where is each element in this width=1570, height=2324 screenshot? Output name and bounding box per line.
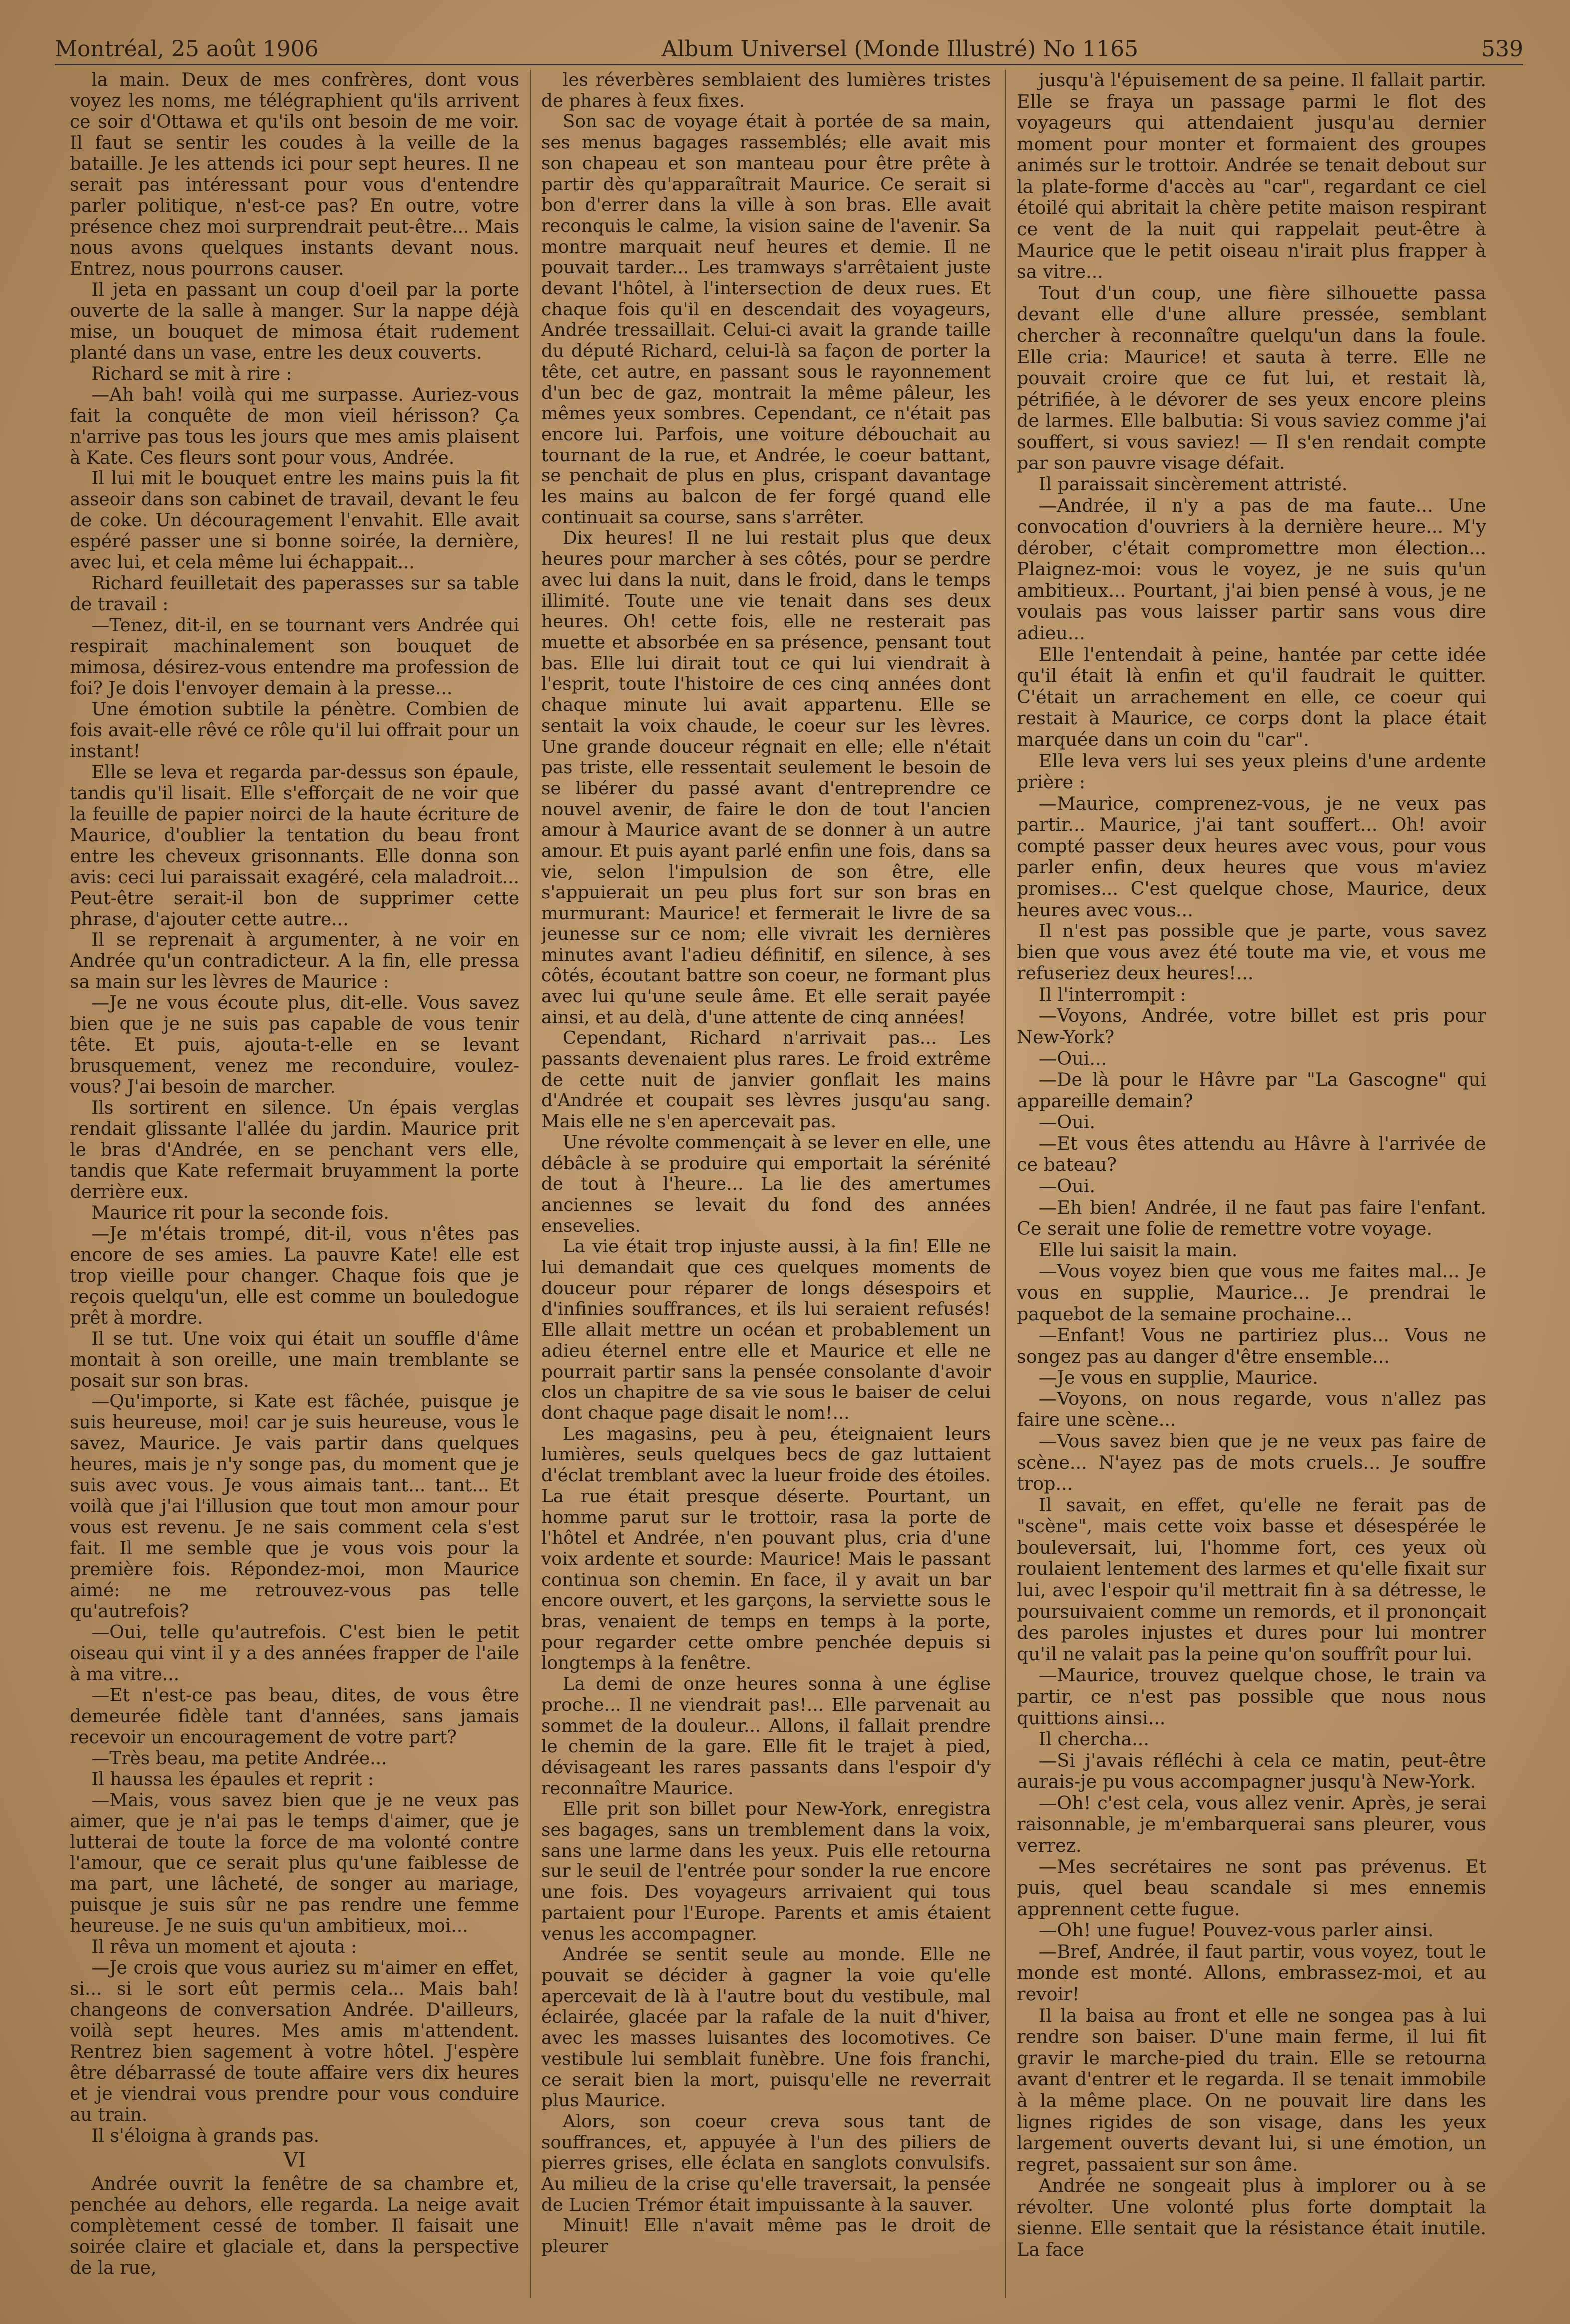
paragraph: Il n'est pas possible que je parte, vous savez bien que vous avez été toute ma vie, et vous me refuseriez deux heures!... bbox=[1017, 920, 1486, 984]
paragraph: —Enfant! Vous ne partiriez plus... Vous ne songez pas au danger d'être ensemble... bbox=[1017, 1324, 1486, 1367]
section-heading: VI bbox=[283, 2149, 306, 2172]
page-header bbox=[55, 22, 1523, 62]
paragraph: Andrée se sentit seule au monde. Elle ne pouvait se décider à gagner la voie qu'elle apercevait de là à l'autre bout du vestibule, mal éclairée, glacée par la rafale de la nuit d'hiver, avec les masses luisantes des locomotives. Ce vestibule lui semblait funèbre. Une fois franchi, ce serait bien la mort, puisqu'elle ne reverrait plus Maurice. bbox=[541, 1944, 991, 2111]
paragraph: —Et n'est-ce pas beau, dites, de vous être demeurée fidèle tant d'années, sans jamais recevoir un encouragement de votre part? bbox=[70, 1685, 519, 1748]
paragraph: Elle lui saisit la main. bbox=[1038, 1239, 1238, 1261]
paragraph: Minuit! Elle n'avait même pas le droit de pleurer bbox=[541, 2215, 991, 2257]
paragraph: —Je vous en supplie, Maurice. bbox=[1038, 1367, 1318, 1389]
paragraph: —Oh! une fugue! Pouvez-vous parler ainsi. bbox=[1038, 1919, 1434, 1941]
paragraph: Son sac de voyage était à portée de sa main, ses menus bagages rassemblés; elle avait mis son chapeau et son manteau pour être prête à partir dès qu'apparaîtrait Maurice. Ce serait si bon d'errer dans la ville à son bras. Elle avait reconquis le calme, la vision saine de l'avenir. Sa montre marquait neuf heures et demie. Il ne pouvait tarder... Les tramways s'arrêtaient juste devant l'hôtel, à l'intersection de deux rues. Et chaque fois qu'il en descendait des voyageurs, Andrée tressaillait. Celui-ci avait la grande taille du député Richard, celui-là sa façon de porter la tête, cet autre, en passant sous le rayonnement d'un bec de gaz, montrait la même pâleur, les mêmes yeux sombres. Cependant, ce n'était pas encore lui. Parfois, une voiture débouchait au tournant de la rue, et Andrée, le coeur battant, se penchait de plus en plus, crispant davantage les mains au balcon de fer forgé quand elle continuait sa course, sans s'arrêter. bbox=[541, 111, 991, 528]
paragraph: —Oui... bbox=[1038, 1047, 1107, 1069]
paragraph: Maurice rit pour la seconde fois. bbox=[91, 1203, 389, 1223]
paragraph: Il la baisa au front et elle ne songea pas à lui rendre son baiser. D'une main ferme, il lui fit gravir le marche-pied du train. Elle se retourna avant d'entrer et le regarda. Il se tenait immobile à la même place. On ne pouvait lire dans les lignes rigides de son visage, dans les yeux largement ouverts devant lui, si une émotion, un regret, passaient sur son âme. bbox=[1017, 2004, 1486, 2175]
paragraph: Richard se mit à rire : bbox=[91, 364, 292, 384]
paragraph: —Maurice, comprenez-vous, je ne veux pas partir... Maurice, j'ai tant souffert... Oh! avoir compté passer deux heures avec vous, pour vous parler enfin, deux heures que vous m'aviez promises... C'est quelque chose, Maurice, deux heures avec vous... bbox=[1017, 792, 1486, 921]
paragraph: —Je crois que vous auriez su m'aimer en effet, si... si le sort eût permis cela... Mais bah! changeons de conversation Andrée. D'ailleurs, voilà sept heures. Mes amis m'attendent. Rentrez bien sagement à votre hôtel. J'espère être débarrassé de toute affaire vers dix heures et je viendrai vous prendre pour vous conduire au train. bbox=[70, 1958, 519, 2125]
header-rule bbox=[55, 64, 1523, 65]
text-column-1 bbox=[70, 70, 519, 2293]
paragraph: —Qu'importe, si Kate est fâchée, puisque je suis heureuse, moi! car je suis heureuse, vous le savez, Maurice. Je vais partir dans quelques heures, mais je n'y songe pas, du moment que je suis avec vous. Je vous aimais tant... tant... Et voilà que j'ai l'illusion que tout mon amour pour vous est revenu. Je ne sais comment cela s'est fait. Il me semble que je vous vois pour la première fois. Répondez-moi, mon Maurice aimé: ne me retrouvez-vous pas telle qu'autrefois? bbox=[70, 1392, 519, 1622]
paragraph: —Très beau, ma petite Andrée... bbox=[91, 1748, 387, 1769]
paragraph: Tout d'un coup, une fière silhouette passa devant elle d'une allure pressée, semblant chercher à reconnaître quelqu'un dans la foule. Elle cria: Maurice! et sauta à terre. Elle ne pouvait croire que ce fut lui, et restait là, pétrifiée, à le dévorer de ses yeux encore pleins de larmes. Elle balbutia: Si vous saviez comme j'ai souffert, si vous saviez! — Il s'en rendait compte par son pauvre visage défait. bbox=[1017, 282, 1486, 474]
paragraph: Cependant, Richard n'arrivait pas... Les passants devenaient plus rares. Le froid extrême de cette nuit de janvier gonflait les mains d'Andrée et coupait ses lèvres jusqu'au sang. Mais elle ne s'en apercevait pas. bbox=[541, 1028, 991, 1132]
paragraph: Il haussa les épaules et reprit : bbox=[91, 1769, 374, 1790]
paragraph: Une révolte commençait à se lever en elle, une débâcle à se produire qui emportait la sérénité de tout à l'heure... La lie des amertumes anciennes se levait du fond des années ensevelies. bbox=[541, 1132, 991, 1236]
paragraph: Elle se leva et regarda par-dessus son épaule, tandis qu'il lisait. Elle s'efforçait de ne voir que la feuille de papier noirci de la haute écriture de Maurice, d'oublier la tentation du beau front entre les cheveux grisonnants. Elle donna son avis: ceci lui paraissait exagéré, cela maladroit... Peut-être serait-il bon de supprimer cette phrase, d'ajouter cette autre... bbox=[70, 762, 519, 930]
paragraph: —Eh bien! Andrée, il ne faut pas faire l'enfant. Ce serait une folie de remettre votre voyage. bbox=[1017, 1196, 1486, 1240]
paragraph: —Et vous êtes attendu au Hâvre à l'arrivée de ce bateau? bbox=[1017, 1132, 1486, 1176]
paragraph: Il jeta en passant un coup d'oeil par la porte ouverte de la salle à manger. Sur la nappe déjà mise, un bouquet de mimosa était rudement planté dans un vase, entre les deux couverts. bbox=[70, 280, 519, 363]
header-date: Montréal, 25 août 1906 bbox=[55, 36, 319, 62]
header-publication: Album Universel (Monde Illustré) No 1165 bbox=[661, 36, 1139, 62]
paragraph: La vie était trop injuste aussi, à la fin! Elle ne lui demandait que ces quelques moments de douceur pour réparer de longs désespoirs et d'infinies souffrances, et ils lui seraient refusés! Elle allait mettre un océan et probablement un adieu éternel entre elle et Maurice et elle ne pourrait partir sans la pensée consolante d'avoir clos un chapitre de sa vie sous le baiser de celui dont chaque page disait le nom!... bbox=[541, 1236, 991, 1423]
paragraph: —Je ne vous écoute plus, dit-elle. Vous savez bien que je ne suis pas capable de vous tenir tête. Et puis, ajouta-t-elle en se levant brusquement, venez me reconduire, voulez-vous? J'ai besoin de marcher. bbox=[70, 993, 519, 1097]
paragraph: —Andrée, il n'y a pas de ma faute... Une convocation d'ouvriers à la dernière heure... M'y dérober, c'était compromettre mon élection... Plaignez-moi: vous le voyez, je ne suis qu'un ambitieux... Pourtant, j'ai bien pensé à vous, je ne voulais pas vous laisser partir sans vous dire adieu... bbox=[1017, 494, 1486, 644]
paragraph: Elle prit son billet pour New-York, enregistra ses bagages, sans un tremblement dans la voix, sans une larme dans les yeux. Puis elle retourna sur le seuil de l'entrée pour sonder la rue encore une fois. Des voyageurs arrivaient qui tous partaient pour l'Europe. Parents et amis étaient venus les accompagner. bbox=[541, 1799, 991, 1944]
paragraph: —Voyons, Andrée, votre billet est pris pour New-York? bbox=[1017, 1005, 1486, 1048]
paragraph: —Si j'avais réfléchi à cela ce matin, peut-être aurais-je pu vous accompagner jusqu'à New-York. bbox=[1017, 1749, 1486, 1793]
paragraph: —Mais, vous savez bien que je ne veux pas aimer, que je n'ai pas le temps d'aimer, que je lutterai de toute la force de ma volonté contre l'amour, que ce serait plus qu'une faiblesse de ma part, une lâcheté, de songer au mariage, puisque je suis sûr ne pas rendre une femme heureuse. Je ne suis qu'un ambitieux, moi... bbox=[70, 1790, 519, 1936]
paragraph: —Oui. bbox=[1038, 1175, 1096, 1197]
column-separator bbox=[530, 70, 531, 2298]
paragraph: —Tenez, dit-il, en se tournant vers Andrée qui respirait machinalement son bouquet de mimosa, désirez-vous entendre ma profession de foi? Je dois l'envoyer demain à la presse... bbox=[70, 615, 519, 699]
paragraph: —Mes secrétaires ne sont pas prévenus. Et puis, quel beau scandale si mes ennemis apprennent cette fugue. bbox=[1017, 1856, 1486, 1920]
paragraph: Il chercha... bbox=[1038, 1728, 1150, 1750]
paragraph: —Oui, telle qu'autrefois. C'est bien le petit oiseau qui vint il y a des années frapper de l'aile à ma vitre... bbox=[70, 1622, 519, 1685]
paragraph: la main. Deux de mes confrères, dont vous voyez les noms, me télégraphient qu'ils arrivent ce soir d'Ottawa et qu'ils ont besoin de me voir. Il faut se sentir les coudes à la veille de la bataille. Je les attends ici pour sept heures. Il ne serait pas intéressant pour vous d'entendre parler politique, n'est-ce pas? En outre, votre présence chez moi surprendrait peut-être... Mais nous avons quelques instants devant nous. Entrez, nous pourrons causer. bbox=[70, 70, 519, 279]
paragraph: —Ah bah! voilà qui me surpasse. Auriez-vous fait la conquête de mon vieil hérisson? Ça n'arrive pas tous les jours que mes amis plaisent à Kate. Ces fleurs sont pour vous, Andrée. bbox=[70, 385, 519, 468]
paragraph: —Vous voyez bien que vous me faites mal... Je vous en supplie, Maurice... Je prendrai le paquebot de la semaine prochaine... bbox=[1017, 1260, 1486, 1325]
paragraph: —Je m'étais trompé, dit-il, vous n'êtes pas encore de ses amies. La pauvre Kate! elle est trop vieille pour changer. Chaque fois que je reçois quelqu'un, elle est comme un bouledogue prêt à mordre. bbox=[70, 1224, 519, 1328]
paragraph: Dix heures! Il ne lui restait plus que deux heures pour marcher à ses côtés, pour se perdre avec lui dans la nuit, dans le froid, dans le temps illimité. Toute une vie tenait dans ses deux heures. Oh! cette fois, elle ne resterait pas muette et absorbée en sa présence, pensant tout bas. Elle lui dirait tout ce qui lui viendrait à l'esprit, toute l'histoire de ces cinq années dont chaque minute lui avait appartenu. Elle se sentait la voix chaude, le coeur sur les lèvres. Une grande douceur régnait en elle; elle n'était pas triste, elle ressentait seulement le besoin de se libérer du passé avant d'entreprendre ce nouvel avenir, de faire le don de tout l'ancien amour à Maurice avant de se donner à un autre amour. Et puis ayant parlé enfin une fois, dans sa vie, selon l'impulsion de son être, elle s'appuierait un peu plus fort sur son bras en murmurant: Maurice! et fermerait le livre de sa jeunesse sur ce nom; elle vivrait les dernières minutes avant l'adieu définitif, en silence, à ses côtés, écoutant battre son coeur, ne formant plus avec lui qu'une seule âme. Et elle serait payée ainsi, et au delà, d'une attente de cinq années! bbox=[541, 528, 991, 1028]
paragraph: Il l'interrompit : bbox=[1038, 983, 1186, 1005]
paragraph: Richard feuilletait des paperasses sur sa table de travail : bbox=[70, 573, 519, 615]
paragraph: Il se reprenait à argumenter, à ne voir en Andrée qu'un contradicteur. A la fin, elle pressa sa main sur les lèvres de Maurice : bbox=[70, 930, 519, 992]
paragraph: Il lui mit le bouquet entre les mains puis la fit asseoir dans son cabinet de travail, devant le feu de coke. Un découragement l'envahit. Elle avait espéré passer une si bonne soirée, la dernière, avec lui, et cela même lui échappait... bbox=[70, 468, 519, 573]
paragraph: Il paraissait sincèrement attristé. bbox=[1038, 473, 1348, 495]
paragraph: —Voyons, on nous regarde, vous n'allez pas faire une scène... bbox=[1017, 1388, 1486, 1431]
paragraph: jusqu'à l'épuisement de sa peine. Il fallait partir. Elle se fraya un passage parmi le flot des voyageurs qui attendaient jusqu'au dernier moment pour monter et formaient des groupes animés sur le trottoir. Andrée se tenait debout sur la plate-forme d'accès au "car", regardant ce ciel étoilé qui abritait la chère petite maison respirant ce vent de la nuit qui rappelait peut-être à Maurice que le petit oiseau n'irait plus frapper à sa vitre... bbox=[1017, 70, 1486, 283]
paragraph: les réverbères semblaient des lumières tristes de phares à feux fixes. bbox=[541, 70, 991, 111]
paragraph: Ils sortirent en silence. Un épais verglas rendait glissante l'allée du jardin. Maurice prit le bras d'Andrée, en se penchant vers elle, tandis que Kate refermait bruyamment la porte derrière eux. bbox=[70, 1098, 519, 1202]
page-number: 539 bbox=[1481, 36, 1523, 62]
paragraph: Elle leva vers lui ses yeux pleins d'une ardente prière : bbox=[1017, 750, 1486, 793]
paragraph: Il rêva un moment et ajouta : bbox=[91, 1937, 357, 1957]
text-column-2 bbox=[541, 70, 991, 2293]
column-separator bbox=[1005, 70, 1006, 2298]
paragraph: Il se tut. Une voix qui était un souffle d'âme montait à son oreille, une main tremblante se posait sur son bras. bbox=[70, 1329, 519, 1391]
paragraph: —Oui. bbox=[1038, 1111, 1096, 1133]
paragraph: —Bref, Andrée, il faut partir, vous voyez, tout le monde est monté. Allons, embrassez-moi, et au revoir! bbox=[1017, 1940, 1486, 2005]
paragraph: Il savait, en effet, qu'elle ne ferait pas de "scène", mais cette voix basse et désespérée le bouleversait, lui, l'homme fort, ces yeux où roulaient lentement des larmes et qu'elle fixait sur lui, avec l'espoir qu'il mettrait fin à sa détresse, le poursuivaient comme un remords, et il prononçait des paroles injustes et dures pour lui montrer qu'il ne valait pas la peine qu'on souffrît pour lui. bbox=[1017, 1494, 1486, 1665]
paragraph: Elle l'entendait à peine, hantée par cette idée qu'il était là enfin et qu'il faudrait le quitter. C'était un arrachement en elle, ce coeur qui restait à Maurice, ce corps dont la place était marquée dans un coin du "car". bbox=[1017, 643, 1486, 750]
paragraph: Les magasins, peu à peu, éteignaient leurs lumières, seuls quelques becs de gaz luttaient d'éclat tremblant avec la lueur froide des étoiles. La rue était presque déserte. Pourtant, un homme parut sur le trottoir, rasa la porte de l'hôtel et Andrée, n'en pouvant plus, cria d'une voix ardente et sourde: Maurice! Mais le passant continua son chemin. En face, il y avait un bar encore ouvert, et les garçons, la serviette sous le bras, venaient de temps en temps à la porte, pour regarder cette ombre penchée depuis si longtemps à la fenêtre. bbox=[541, 1423, 991, 1674]
text-column-3 bbox=[1017, 70, 1486, 2293]
paragraph: Une émotion subtile la pénètre. Combien de fois avait-elle rêvé ce rôle qu'il lui offrait pour un instant! bbox=[70, 699, 519, 762]
paragraph: —Vous savez bien que je ne veux pas faire de scène... N'ayez pas de mots cruels... Je souffre trop... bbox=[1017, 1430, 1486, 1495]
paragraph: Andrée ne songeait plus à implorer ou à se révolter. Une volonté plus forte domptait la sienne. Elle sentait que la résistance était inutile. La face bbox=[1017, 2175, 1486, 2260]
paragraph: Andrée ouvrit la fenêtre de sa chambre et, penchée au dehors, elle regarda. La neige avait complètement cessé de tomber. Il faisait une soirée claire et glaciale et, dans la perspective de la rue, bbox=[70, 2174, 519, 2278]
paragraph: —Maurice, trouvez quelque chose, le train va partir, ce n'est pas possible que nous nous quittions ainsi... bbox=[1017, 1664, 1486, 1729]
paragraph: Alors, son coeur creva sous tant de souffrances, et, appuyée à l'un des piliers de pierres grises, elle éclata en sanglots convulsifs. Au milieu de la crise qu'elle traversait, la pensée de Lucien Trémor était impuissante à la sauver. bbox=[541, 2111, 991, 2215]
paragraph: Il s'éloigna à grands pas. bbox=[91, 2126, 320, 2146]
paragraph: La demi de onze heures sonna à une église proche... Il ne viendrait pas!... Elle parvenait au sommet de la douleur... Allons, il fallait prendre le chemin de la gare. Elle fit le trajet à pied, dévisageant les rares passants dans l'espoir d'y reconnaître Maurice. bbox=[541, 1674, 991, 1799]
paragraph: —Oh! c'est cela, vous allez venir. Après, je serai raisonnable, je m'embarquerai sans pleurer, vous verrez. bbox=[1017, 1792, 1486, 1856]
paragraph: —De là pour le Hâvre par "La Gascogne" qui appareille demain? bbox=[1017, 1069, 1486, 1112]
